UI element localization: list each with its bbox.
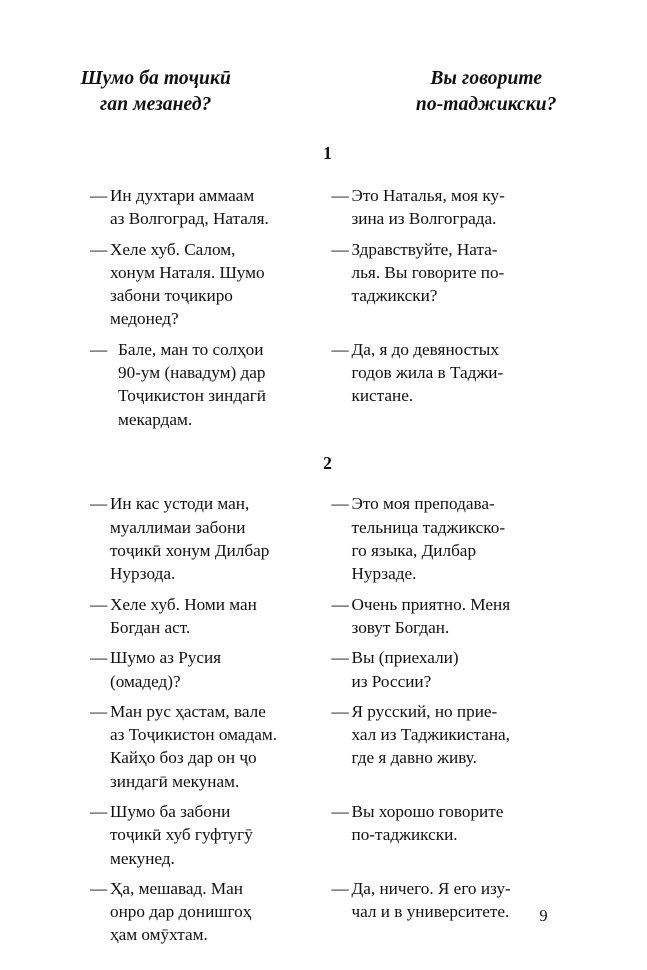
dialogue-line: Вы (приехали) — [351, 648, 459, 668]
page-number: 9 — [539, 906, 548, 925]
dialogue-dash: — — [331, 878, 349, 898]
dialogue-line: 90-ум (навадум) дар — [118, 363, 266, 383]
dialogue-exchange — [0, 238, 647, 331]
dialogue-dash: — — [90, 239, 108, 259]
dialogue-line: из России? — [351, 671, 432, 691]
dialogue-text — [352, 646, 638, 693]
dialogue-line: тельница таджикско- — [351, 517, 506, 537]
dialogue-line: аз Тоҷикистон омадам. — [110, 725, 278, 745]
dialogue-text — [352, 338, 638, 408]
heading-russian-line-2: по-таджикски? — [415, 93, 557, 115]
dialogue-line: Богдан аст. — [110, 617, 191, 637]
dialogue-text — [110, 800, 312, 870]
dialogue-line: чал и в университете. — [351, 902, 510, 922]
dialogue-dash: — — [331, 239, 349, 259]
dialogue-turn-tajik — [0, 593, 324, 640]
dialogue-line: Очень приятно. Меня — [351, 594, 511, 614]
dialogue-line: Шумо ба забони — [110, 802, 231, 821]
dialogue-dash: — — [331, 594, 349, 614]
dialogue-dash: — — [90, 701, 108, 721]
dialogue-dash: — — [331, 494, 349, 514]
dialogue-text — [110, 593, 312, 640]
column-headings — [0, 0, 647, 117]
dialogue-turn-russian — [324, 184, 647, 231]
dialogue-text — [352, 238, 638, 308]
dialogue-text — [352, 593, 638, 640]
dialogue-line: годов жила в Таджи- — [351, 363, 504, 383]
dialogue-line: Ин духтари аммаам — [110, 185, 255, 205]
dialogue-exchange — [0, 338, 647, 431]
dialogue-turn-russian — [324, 492, 647, 585]
dialogue-line: аз Волгоград, Наталя. — [110, 209, 269, 229]
dialogue-line: мекардам. — [118, 409, 193, 429]
dialogue-blocks — [0, 145, 647, 946]
dialogue-text — [110, 184, 312, 231]
dialogue-line: где я давно живу. — [351, 748, 477, 768]
dialogue-line: Это Наталья, моя ку- — [351, 185, 505, 205]
dialogue-line: (омадед)? — [110, 671, 181, 691]
dialogue-text — [110, 238, 312, 331]
dialogue-line: таджикски? — [351, 286, 438, 306]
heading-russian-line-1: Вы говорите — [430, 68, 543, 89]
dialogue-turn-russian — [324, 238, 647, 308]
dialogue-line: Да, ничего. Я его изу- — [351, 878, 511, 898]
dialogue-exchange — [0, 184, 647, 231]
dialogue-line: Это моя преподава- — [351, 494, 495, 514]
dialogue-exchange — [0, 492, 647, 585]
dialogue-line: Ҳа, мешавад. Ман — [110, 878, 243, 898]
dialogue-turn-tajik — [0, 338, 324, 431]
dialogue-line: Да, я до девяностых — [351, 339, 499, 359]
dialogue-dash: — — [331, 802, 349, 821]
dialogue-line: муаллимаи забони — [110, 517, 246, 537]
dialogue-line: кистане. — [351, 386, 414, 406]
section-number: 1 — [323, 143, 332, 164]
dialogue-line: хал из Таджикистана, — [351, 725, 510, 745]
heading-tajik-line-2: гап мезанед? — [100, 93, 212, 115]
heading-tajik — [0, 66, 324, 117]
dialogue-turn-tajik — [0, 700, 324, 793]
dialogue-text — [110, 700, 312, 793]
dialogue-text — [110, 492, 312, 585]
dialogue-line: по-таджикски. — [351, 825, 458, 845]
dialogue-turn-russian — [324, 646, 647, 693]
dialogue-turn-tajik — [0, 184, 324, 231]
dialogue-exchange — [0, 593, 647, 640]
dialogue-line: зина из Волгограда. — [351, 209, 497, 229]
dialogue-text — [110, 646, 312, 693]
dialogue-turn-tajik — [0, 646, 324, 693]
dialogue-dash: — — [90, 802, 108, 821]
dialogue-block — [0, 145, 647, 430]
dialogue-turn-russian — [324, 593, 647, 640]
dialogue-text — [352, 700, 638, 770]
exchange-list — [0, 492, 647, 946]
heading-tajik-line-1: Шумо ба тоҷикӣ — [80, 68, 231, 89]
dialogue-line: Кайҳо боз дар он ҷо — [110, 748, 257, 768]
dialogue-line: зиндагӣ мекунам. — [110, 771, 240, 791]
dialogue-exchange — [0, 646, 647, 693]
dialogue-line: тоҷикӣ хонум Дилбар — [110, 541, 270, 561]
dialogue-line: мекунед. — [110, 848, 175, 868]
heading-russian — [324, 66, 647, 117]
dialogue-turn-russian — [324, 338, 647, 408]
dialogue-line: Ин кас устоди ман, — [110, 494, 250, 514]
dialogue-text — [352, 184, 638, 231]
dialogue-line: хонум Наталя. Шумо — [110, 262, 265, 282]
dialogue-line: Нурзаде. — [351, 564, 417, 584]
dialogue-turn-russian — [324, 700, 647, 770]
dialogue-dash: — — [90, 185, 108, 205]
dialogue-dash: — — [90, 339, 108, 359]
dialogue-line: Хеле хуб. Салом, — [110, 239, 236, 259]
dialogue-dash: — — [331, 648, 349, 668]
dialogue-exchange — [0, 800, 647, 870]
dialogue-line: Бале, ман то солҳои — [118, 339, 264, 359]
dialogue-text — [352, 800, 638, 847]
dialogue-line: Я русский, но прие- — [351, 701, 498, 721]
dialogue-dash: — — [331, 339, 349, 359]
dialogue-dash: — — [90, 648, 108, 668]
dialogue-line: лья. Вы говорите по- — [351, 262, 505, 282]
dialogue-exchange — [0, 700, 647, 793]
dialogue-line: Шумо аз Русия — [110, 648, 222, 668]
dialogue-line: Вы хорошо говорите — [351, 802, 504, 821]
dialogue-line: зовут Богдан. — [351, 617, 450, 637]
dialogue-line: Здравствуйте, Ната- — [351, 239, 498, 259]
dialogue-line: забони тоҷикиро — [110, 286, 233, 306]
dialogue-turn-russian — [324, 800, 647, 847]
dialogue-dash: — — [331, 701, 349, 721]
dialogue-line: Нурзода. — [110, 564, 176, 584]
dialogue-dash: — — [90, 494, 108, 514]
section-number: 2 — [323, 452, 332, 473]
dialogue-text — [118, 338, 312, 431]
dialogue-dash: — — [90, 594, 108, 614]
dialogue-line: ҳам омӯхтам. — [110, 925, 208, 945]
dialogue-turn-tajik — [0, 492, 324, 585]
dialogue-dash: — — [90, 878, 108, 898]
dialogue-line: го языка, Дилбар — [351, 541, 477, 561]
dialogue-turn-tajik — [0, 238, 324, 331]
dialogue-line: медонед? — [110, 309, 179, 329]
exchange-list — [0, 184, 647, 431]
dialogue-line: тоҷикӣ хуб гуфтугӯ — [110, 825, 253, 845]
dialogue-line: Хеле хуб. Номи ман — [110, 594, 257, 614]
dialogue-line: Тоҷикистон зиндагӣ — [118, 386, 266, 406]
dialogue-dash: — — [331, 185, 349, 205]
dialogue-text — [352, 492, 638, 585]
dialogue-line: онро дар донишгоҳ — [110, 902, 252, 922]
dialogue-block — [0, 452, 647, 947]
dialogue-turn-tajik — [0, 800, 324, 870]
dialogue-line: Ман рус ҳастам, вале — [110, 701, 266, 721]
